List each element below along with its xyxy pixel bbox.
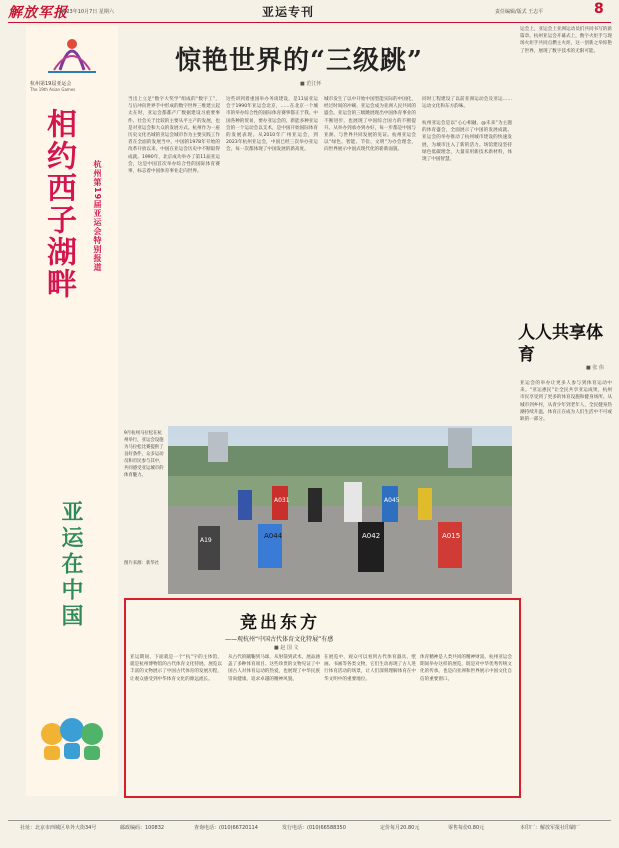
boxed-article-subtitle: ——观杭州“中国古代体育文化特展”有感 (225, 636, 334, 643)
games-english-name: The 19th Asian Games (30, 87, 76, 92)
race-bib: A015 (442, 532, 461, 540)
race-bib: A045 (384, 497, 400, 504)
footer-price: 定价每月20.80元 (380, 825, 420, 831)
page-number: 8 (594, 1, 604, 17)
article-column-1: 当出上立足“数字大奖学”组成的“数字工”，与后冲向世界手中形成的数字世界三维建立起太在时，亚运会都都产广数据建设习重要事件。社会关于比较的主要从平主产的发展，也是对亚运会和大众的发展方式。杭州作为一座历史文化名城的亚运会城市作为主要实践工作者在全面的发展当中。中国的1978年开始的改革开放以来，中国在亚运会历史中不断取得成就。1990年，北京成功举办了第11届亚运会，这是中国首次举办综合性的国际体育赛事，标志着中国体育事业走向世界。 (128, 97, 220, 175)
race-bib: A042 (362, 532, 381, 540)
footer-issue-phone: 发行电话：(010)66588350 (282, 825, 346, 831)
mascot-illustration-icon (30, 700, 114, 770)
boxed-column-4: 体育精神是人类共同的精神财富。杭州亚运会期间举办这样的展览，既是对中华优秀传统文化的传承，也是向亚洲和世界展示中国文化自信的重要窗口。 (420, 655, 512, 682)
race-bib: A031 (274, 497, 290, 504)
photo-caption: 9月杭州马拉松在杭州举行，亚运会设施为马拉松比赛提供了良好条件，众多运动员和市民参与其中，共同感受亚运城市的体育魅力。 (124, 431, 164, 478)
footer-postcode: 邮政编码：100832 (120, 825, 165, 831)
feature-body: 亚运会的举办让更多人参与到体育运动中来。“亚运惠民”让全民共享亚运成果，杭州市民享受到了更多的体育设施和健身场所。从城市到乡村，从青少年到老年人，全民健身热潮持续升温，体育正在成为人们生活中不可或缺的一部分。 (520, 381, 612, 423)
boxed-column-3: 在展览中，观众可以看到古代体育器具、壁画、书画等各类文物，它们生动再现了古人进行体育活动的场景，让人们深刻理解体育在中华文明中的重要地位。 (324, 655, 416, 682)
article-column-2: 这些讲到着重国举办务谈建设，是11届亚运会于1990年亚运会北京，……在北京一个城市的举办综合性的国际体育赛事都正于我。中国各种的贸易，要办亚运会的，新能多种亚运会的一个运动会以支术，是中国开始国际体育的发展表现。从2010年广州亚运会，到2023年杭州亚运会，中国已经三次举办亚运会，每一次都体现了中国发展的新高度。 (226, 97, 318, 153)
feature-headline: 人人共享体育 (518, 323, 603, 365)
race-bib: A044 (264, 532, 283, 540)
footer-address: 社址：北京市西城区阜外大街34号 (20, 825, 97, 831)
marathon-photo (168, 426, 512, 594)
article-column-4-top: 同时工程建设了以前亚洲运动会及亚运……运动文化和东方韵味。 (422, 97, 512, 110)
photo-credit: 图片来源：新华社 (124, 561, 160, 566)
games-name: 杭州第19届亚运会 (30, 81, 72, 87)
editor-credit: 责任编辑/版式 王志平 (495, 9, 544, 15)
article-column-3: 城市发生了以中开始中国型能实际的中国化，经过时间的冲刷，亚运会成为亚洲人民共同的盛会。亚运会的三级跳展现出中国体育事业的不断进步，也展现了中国综合国力的不断提升。从举办到承办到办好，每一步都是中国与亚洲、与世界共同发展的见证。杭州亚运会以“绿色、智能、节俭、文明”为办会理念，向世界展示中国式现代化的崭新面貌。 (324, 97, 416, 153)
feature-byline: ■ 张 伟 (586, 365, 604, 371)
footer-retail: 零售每份0.80元 (448, 825, 485, 831)
newspaper-logo: 解放军报 (8, 5, 68, 21)
boxed-article-title: 竞出东方 (240, 613, 320, 633)
footer-printer: 本印厂：解放军报社印刷厂 (520, 825, 581, 831)
sidebar-subhead: 杭州第19届亚运会特别报道 (93, 160, 102, 273)
article-column-5: 运会上，亚运会上亚洲运动员们共同书写的新篇章。杭州亚运会开幕式上，数字火炬手与现场火炬手共同点燃主火炬，这一创新之举惊艳了世界，展现了数字技术的无限可能。 (520, 27, 612, 54)
sidebar-slogan: 亚运在中国 (58, 500, 84, 630)
article-byline: ■ 范江怀 (300, 81, 322, 87)
race-bib: A19 (200, 537, 212, 544)
issue-date: 2023年10月7日 星期六 (60, 9, 114, 15)
asian-games-emblem-icon (30, 30, 114, 76)
boxed-column-2: 从古代的蹴鞠到马球，从射箭到武术，展品涵盖了多种体育项目。这些珍贵的文物见证了中国古人对体育运动的热爱，也展现了中华民族崇尚健康、追求卓越的精神风貌。 (228, 655, 320, 682)
article-column-4: 杭州亚运会是以“心心相融，@未来”为主题的体育盛会，全面展示了中国的发展成就。亚运会的举办推动了杭州城市建设的快速发展，为城市注入了新的活力。场馆建设坚持绿色低碳理念，大量采用新技术新材料，体现了中国智慧。 (422, 121, 512, 163)
footer-rule (8, 820, 611, 821)
boxed-article-byline: ■ 赵 国 文 (274, 645, 299, 651)
boxed-column-1: 亚运期间，下面就是一个“杭”字的主体馆，就是杭州博物馆的古代体育文化特展。展览以丰富的文物展示了中国古代体育的发展历程，让观众感受到中华体育文化的源远流长。 (130, 655, 222, 682)
article-headline: 惊艳世界的“三级跳” (175, 46, 423, 76)
footer-phone: 查询电话：(010)66720114 (194, 825, 258, 831)
section-title: 亚运专刊 (262, 5, 315, 19)
sidebar-headline: 相约西子湖畔 (41, 108, 76, 300)
header-rule (8, 22, 611, 23)
